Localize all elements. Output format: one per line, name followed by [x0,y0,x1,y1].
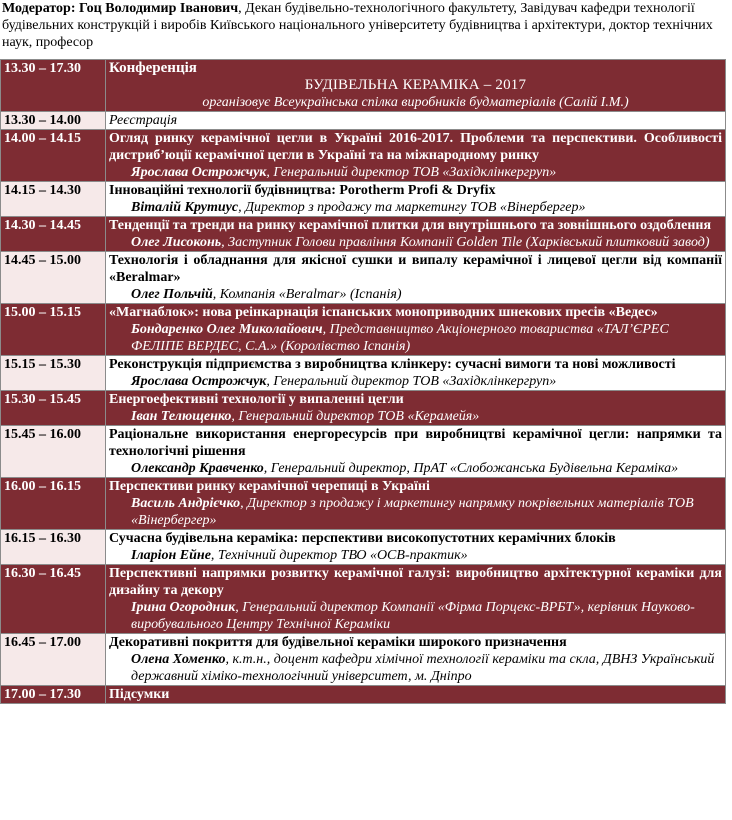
speaker-position: , Компанія «Beralmar» (Іспанія) [212,287,402,302]
schedule-row [1,217,726,252]
session-content [106,112,726,130]
moderator-label: Модератор: Гоц Володимир Іванович [2,1,239,16]
speaker-position: , Генеральний директор ТОВ «Керамейя» [231,409,480,424]
session-speaker [109,408,722,425]
session-time: 14.30 – 14.45 [1,217,106,252]
speaker-name: Бондаренко Олег Миколайович [131,322,323,337]
speaker-name: Василь Андрієчко [131,496,241,511]
session-title: Тенденції та тренди на ринку керамічної плитки для внутрішнього та зовнішнього оздоблення [109,218,712,233]
session-content [106,530,726,565]
speaker-position: , Генеральний директор ТОВ «Західклінкергруп» [266,374,557,389]
speaker-name: Олег Лисоконь [131,235,222,250]
session-time: 15.45 – 16.00 [1,426,106,478]
schedule-row [1,565,726,634]
session-speaker [109,199,722,216]
speaker-name: Іван Телющенко [131,409,232,424]
speaker-name: Віталій Крутиус [131,200,239,215]
session-title: Інноваційні технології будівництва: Porotherm Profi & Dryfix [109,183,496,198]
speaker-name: Олександр Кравченко [131,461,264,476]
session-time: 15.30 – 15.45 [1,391,106,426]
schedule-row [1,478,726,530]
session-time: 16.00 – 16.15 [1,478,106,530]
conference-title: БУДІВЕЛЬНА КЕРАМІКА – 2017 [304,77,527,93]
conference-organizer: організовує Всеукраїнська спілка виробників будматеріалів (Салій І.М.) [202,95,629,110]
schedule-row [1,530,726,565]
session-time: 14.15 – 14.30 [1,182,106,217]
session-content [106,565,726,634]
speaker-name: Іларіон Ейне [131,548,211,563]
speaker-position: , к.т.н., доцент кафедри хімічної технології кераміки та скла, ДВНЗ Український державний хіміко-технологічний університет, м. Дніпро [131,652,715,684]
speaker-position: , Технічний директор ТВО «ОСВ-практик» [210,548,468,563]
speaker-position: , Директор з продажу та маркетингу ТОВ «Вінербергер» [238,200,586,215]
speaker-name: Ірина Огородник [131,600,236,615]
schedule-row [1,130,726,182]
conference-time: 13.30 – 17.30 [1,60,106,112]
speaker-position: , Представництво Акціонерного товариства «ТАЛ’ЄРЕС ФЕЛІПЕ ВЕРДЕС, С.А.» (Королівство Іспанія) [131,322,669,354]
schedule-row [1,252,726,304]
session-speaker [109,599,722,633]
session-speaker [109,495,722,529]
session-title: Сучасна будівельна кераміка: перспективи високопустотних керамічних блоків [109,531,616,546]
session-time: 15.15 – 15.30 [1,356,106,391]
session-title: Реконструкція підприємства з виробництва клінкеру: сучасні вимоги та нові можливості [109,357,676,372]
speaker-position: , Генеральний директор, ПрАТ «Слобожанська Будівельна Кераміка» [263,461,679,476]
schedule-table [0,59,726,704]
session-title: Енергоефективні технології у випаленні цегли [109,392,404,407]
schedule-row [1,634,726,686]
session-content [106,356,726,391]
session-content [106,217,726,252]
conference-info [106,60,726,112]
session-title: «Магнаблок»: нова реінкарнація іспанських моноприводних шнекових пресів «Ведес» [109,305,658,320]
speaker-position: , Генеральний директор ТОВ «Західклінкергруп» [266,165,557,180]
session-time: 16.30 – 16.45 [1,565,106,634]
session-title: Перспективні напрямки розвитку керамічної галузі: виробництво архітектурної кераміки для дизайну та декору [109,566,722,598]
session-speaker [109,651,722,685]
session-time: 14.00 – 14.15 [1,130,106,182]
conference-heading: Конференція [109,60,197,76]
session-time: 14.45 – 15.00 [1,252,106,304]
session-time: 16.15 – 16.30 [1,530,106,565]
session-title: Раціональне використання енергоресурсів при виробництві керамічної цегли: напрямки та технологічні рішення [109,427,722,459]
session-speaker [109,547,722,564]
session-speaker [109,164,722,181]
session-content [106,634,726,686]
speaker-name: Олена Хоменко [131,652,226,667]
session-time: 17.00 – 17.30 [1,686,106,704]
session-speaker [109,321,722,355]
speaker-name: Ярослава Острожчук [131,165,267,180]
session-title: Технологія і обладнання для якісної сушки и випалу керамічної і лицевої цегли від компанії «Beralmar» [109,253,722,285]
session-title: Декоративні покриття для будівельної кераміки широкого призначення [109,635,567,650]
speaker-name: Ярослава Острожчук [131,374,267,389]
schedule-row [1,356,726,391]
session-title: Реєстрація [109,113,178,128]
session-title: Огляд ринку керамічної цегли в Україні 2016-2017. Проблеми та перспективи. Особливості дистриб’юції керамічної цегли в Україні та на міжнародному ринку [109,131,722,163]
session-content [106,130,726,182]
conference-header-row [1,60,726,112]
session-content [106,686,726,704]
session-content [106,426,726,478]
schedule-row [1,304,726,356]
speaker-name: Олег Польчій [131,287,213,302]
schedule-row [1,686,726,704]
session-content [106,391,726,426]
moderator-description: , Декан будівельно-технологічного факультету, Завідувач кафедри технології будівельних конструкцій і виробів Київського національного університету будівництва і архітектури, доктор технічних наук, професор [2,1,713,50]
session-speaker [109,373,722,390]
session-title: Підсумки [109,687,170,702]
speaker-position: , Заступник Голови правління Компанії Golden Tile (Харківський плитковий завод) [221,235,710,250]
session-speaker [109,234,722,251]
session-speaker [109,460,722,477]
session-content [106,182,726,217]
session-content [106,252,726,304]
speaker-position: , Директор з продажу і маркетингу напрямку покрівельних матеріалів ТОВ «Вінербергер» [131,496,694,528]
session-time: 13.30 – 14.00 [1,112,106,130]
schedule-row [1,182,726,217]
session-content [106,478,726,530]
speaker-position: , Генеральний директор Компанії «Фірма Порцекс-ВРБТ», керівник Науково-виробувального Центру Технічної Кераміки [131,600,695,632]
schedule-row [1,426,726,478]
moderator-block [0,0,732,51]
schedule-row [1,391,726,426]
session-time: 15.00 – 15.15 [1,304,106,356]
session-time: 16.45 – 17.00 [1,634,106,686]
session-content [106,304,726,356]
session-title: Перспективи ринку керамічної черепиці в Україні [109,479,430,494]
schedule-row [1,112,726,130]
session-speaker [109,286,722,303]
